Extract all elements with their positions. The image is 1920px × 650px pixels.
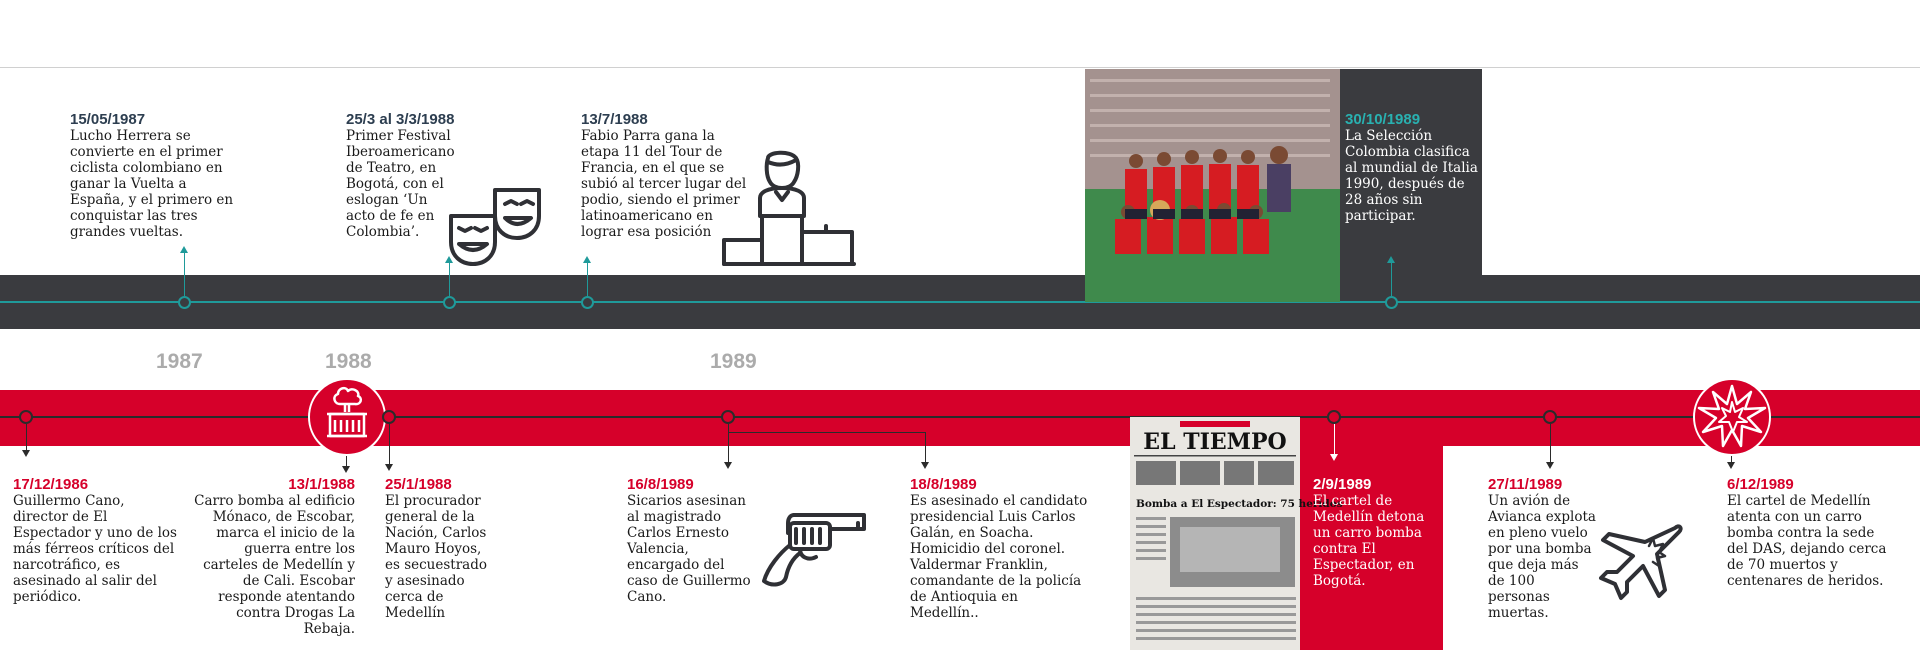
event-date: 18/8/1989 xyxy=(910,476,977,493)
connector xyxy=(587,262,588,296)
timeline-marker[interactable] xyxy=(1543,410,1557,424)
event-text: El procurador general de la Nación, Carlos Mauro Hoyos, es secuestrado y asesinado cerca de Medellín xyxy=(385,493,487,621)
timeline-marker[interactable] xyxy=(19,410,33,424)
timeline-marker[interactable] xyxy=(581,296,594,309)
event-text: Fabio Parra gana la etapa 11 del Tour de Francia, en el que se subió al tercer lugar del podio, siendo el primer latinoamericano en lograr esa posición xyxy=(581,128,747,240)
connector xyxy=(1334,424,1335,454)
arrow-up-icon xyxy=(1387,256,1395,263)
event-date: 30/10/1989 xyxy=(1345,111,1421,128)
event-1989-seleccion xyxy=(1345,111,1480,224)
arrow-down-icon xyxy=(1727,462,1735,469)
explosion-icon xyxy=(1695,380,1769,454)
connector xyxy=(728,432,925,433)
arrow-down-icon xyxy=(921,462,929,469)
event-date: 13/1/1988 xyxy=(288,476,355,493)
event-date: 17/12/1986 xyxy=(13,476,89,493)
arrow-down-icon xyxy=(1330,454,1338,461)
connector xyxy=(26,424,27,450)
revolver-icon xyxy=(760,505,870,589)
year-label-1989: 1989 xyxy=(710,350,757,373)
event-1989-avianca xyxy=(1488,476,1596,621)
event-text: Un avión de Avianca explota en pleno vuelo por una bomba que deja más de 100 personas muertas. xyxy=(1488,493,1596,621)
arrow-down-icon xyxy=(1546,462,1554,469)
arrow-up-icon xyxy=(180,246,188,253)
newspaper-masthead: EL TIEMPO xyxy=(1143,429,1287,455)
event-1989-valencia xyxy=(627,476,757,605)
timeline-marker[interactable] xyxy=(178,296,191,309)
connector xyxy=(925,432,926,462)
event-1986-cano xyxy=(13,476,178,605)
team-photo xyxy=(1085,69,1340,302)
event-1989-espectador xyxy=(1313,476,1428,589)
arrow-up-icon xyxy=(583,256,591,263)
event-date: 16/8/1989 xyxy=(627,476,694,493)
explosion-badge xyxy=(1693,378,1771,456)
timeline-marker[interactable] xyxy=(721,410,735,424)
connector xyxy=(389,424,390,464)
connector xyxy=(184,252,185,296)
connector xyxy=(1550,424,1551,462)
airplane-explosion-icon xyxy=(1595,520,1683,610)
arrow-down-icon xyxy=(22,450,30,457)
event-text: Guillermo Cano, director de El Espectador y uno de los más férreos críticos del narcotráfico, es asesinado al salir del periódico. xyxy=(13,493,177,605)
top-divider xyxy=(0,67,1920,68)
timeline-marker[interactable] xyxy=(443,296,456,309)
timeline-marker[interactable] xyxy=(382,410,396,424)
event-date: 2/9/1989 xyxy=(1313,476,1372,493)
event-date: 15/05/1987 xyxy=(70,111,146,128)
timeline-marker[interactable] xyxy=(1327,410,1341,424)
event-date: 25/3 al 3/3/1988 xyxy=(346,111,455,128)
arrow-down-icon xyxy=(342,466,350,473)
event-text: El cartel de Medellín atenta con un carro bomba contra la sede del DAS, dejando cerca de 70 muertos y centenares de heridos. xyxy=(1727,493,1887,589)
event-1989-galan xyxy=(910,476,1090,621)
arrow-down-icon xyxy=(385,464,393,471)
event-text: La Selección Colombia clasifica al mundial de Italia 1990, después de 28 años sin participar. xyxy=(1345,128,1478,224)
timeline-marker[interactable] xyxy=(1385,296,1398,309)
year-label-1987: 1987 xyxy=(156,350,203,373)
theater-masks-icon xyxy=(447,186,543,268)
event-text: Lucho Herrera se convierte en el primer ciclista colombiano en ganar la Vuelta a España, y el primero en conquistar las tres grandes vueltas. xyxy=(70,128,234,240)
event-date: 27/11/1989 xyxy=(1488,476,1563,493)
year-label-1988: 1988 xyxy=(325,350,372,373)
event-text: Primer Festival Iberoamericano de Teatro, en Bogotá, con el eslogan ‘Un acto de fe en Colombia’. xyxy=(346,128,455,240)
event-text: Sicarios asesinan al magistrado Carlos Ernesto Valencia, encargado del caso de Guillermo Cano. xyxy=(627,493,751,605)
connector xyxy=(1391,262,1392,296)
event-text: El cartel de Medellín detona un carro bomba contra El Espectador, en Bogotá. xyxy=(1313,493,1425,589)
event-1989-das xyxy=(1727,476,1887,589)
newspaper-headline: Bomba a El Espectador: 75 heridos xyxy=(1136,498,1343,510)
event-1988-monaco xyxy=(194,476,355,637)
event-date: 13/7/1988 xyxy=(581,111,648,128)
event-1988-festival xyxy=(346,111,458,240)
event-date: 25/1/1988 xyxy=(385,476,452,493)
event-1988-hoyos xyxy=(385,476,495,621)
event-1987-herrera xyxy=(70,111,235,240)
podium-icon xyxy=(722,150,856,268)
connector xyxy=(728,424,729,462)
bottom-timeline-band xyxy=(0,390,1920,446)
building-explosion-icon xyxy=(310,380,384,454)
arrow-down-icon xyxy=(724,462,732,469)
event-text: Es asesinado el candidato presidencial Luis Carlos Galán, en Soacha. Homicidio del coronel. Valdermar Franklin, comandante de la policía de Antioquia en Medellín.. xyxy=(910,493,1088,621)
top-timeline-line xyxy=(0,301,1920,303)
event-text: Carro bomba al edificio Mónaco, de Escobar, marca el inicio de la guerra entre los carteles de Medellín y de Cali. Escobar responde atentando contra Drogas La Rebaja. xyxy=(194,493,355,637)
building-explosion-badge xyxy=(308,378,386,456)
bottom-timeline-line xyxy=(0,416,1920,418)
event-date: 6/12/1989 xyxy=(1727,476,1794,493)
